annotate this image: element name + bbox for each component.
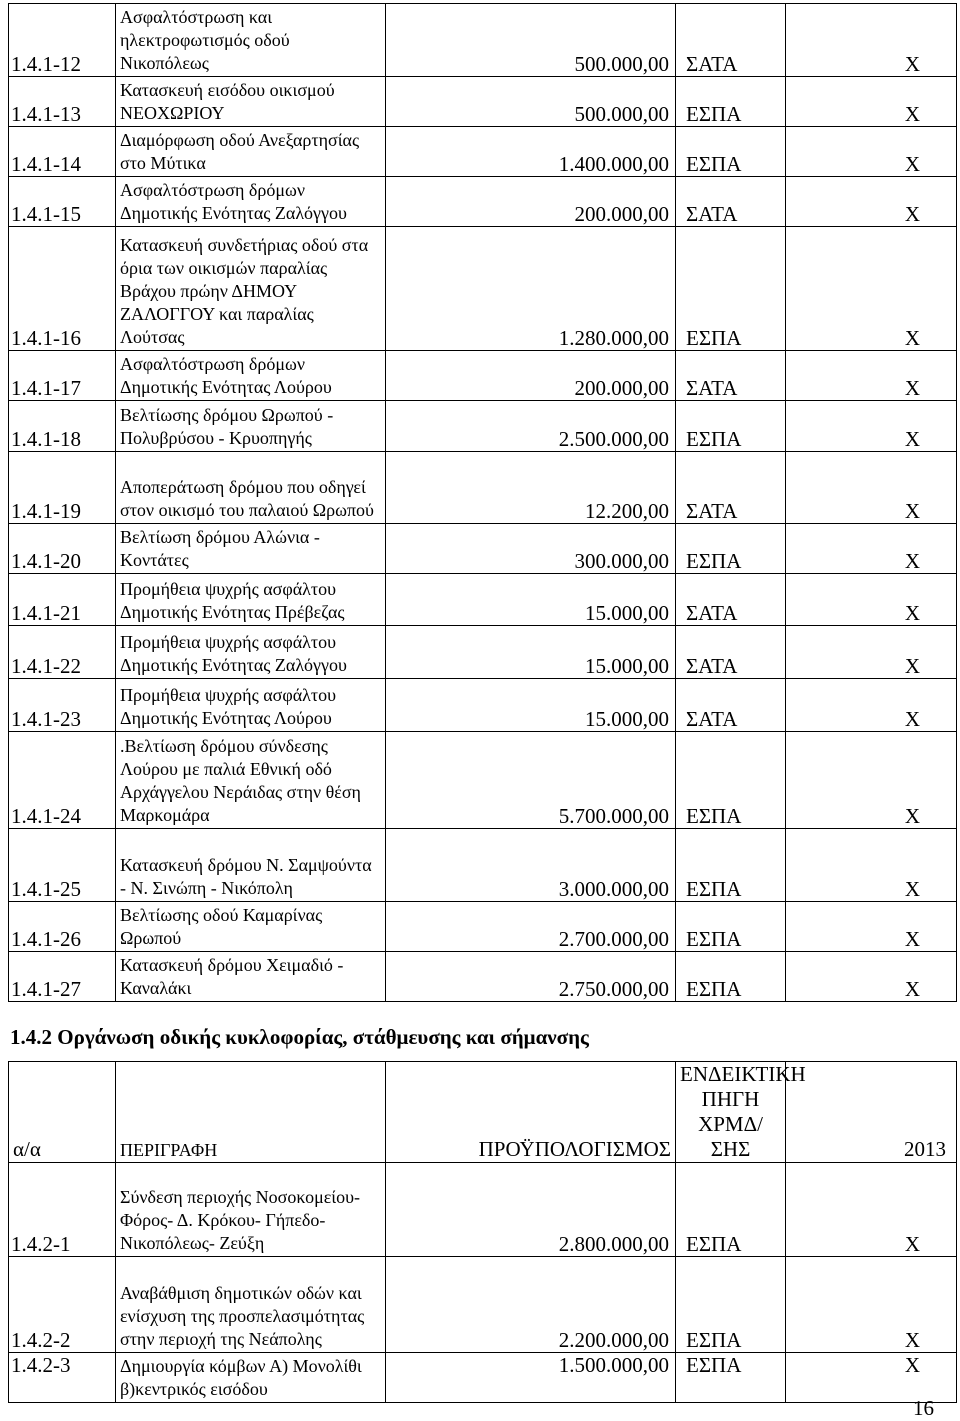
table-row (9, 4, 957, 77)
year-mark: Χ (786, 127, 957, 177)
funding-source: ΕΣΠΑ (676, 1163, 786, 1257)
projects-table-1-4-2 (8, 1061, 957, 1403)
project-description: Αποπεράτωση δρόμου που οδηγεί στον οικισμό του παλαιού Ωρωπού (116, 452, 386, 524)
project-code: 1.4.1-20 (9, 524, 116, 574)
project-description: Βελτίωσης οδού Καμαρίνας Ωρωπού (116, 902, 386, 952)
table-row (9, 732, 957, 829)
year-mark: Χ (786, 1163, 957, 1257)
funding-source: ΕΣΠΑ (676, 524, 786, 574)
project-amount: 1.280.000,00 (386, 227, 676, 351)
project-code: 1.4.1-22 (9, 626, 116, 679)
project-amount: 1.500.000,00 (386, 1353, 676, 1403)
project-code: 1.4.1-18 (9, 401, 116, 452)
table-row (9, 77, 957, 127)
table-row (9, 351, 957, 401)
project-code: 1.4.1-14 (9, 127, 116, 177)
project-description: Κατασκευή δρόμου Ν. Σαμψούντα - Ν. Σινώπη - Νικόπολη (116, 829, 386, 902)
project-code: 1.4.1-15 (9, 177, 116, 227)
project-amount: 200.000,00 (386, 177, 676, 227)
header-description: ΠΕΡΙΓΡΑΦΗ (116, 1062, 386, 1163)
table-row (9, 452, 957, 524)
table-row (9, 524, 957, 574)
project-amount: 2.200.000,00 (386, 1257, 676, 1353)
project-description: Προμήθεια ψυχρής ασφάλτου Δημοτικής Ενότητας Ζαλόγγου (116, 626, 386, 679)
year-mark: Χ (786, 351, 957, 401)
project-amount: 3.000.000,00 (386, 829, 676, 902)
project-amount: 200.000,00 (386, 351, 676, 401)
funding-source: ΕΣΠΑ (676, 902, 786, 952)
table-row (9, 1257, 957, 1353)
header-budget: ΠΡΟΫΠΟΛΟΓΙΣΜΟΣ (386, 1062, 676, 1163)
funding-source: ΕΣΠΑ (676, 952, 786, 1002)
project-amount: 300.000,00 (386, 524, 676, 574)
project-code: 1.4.1-19 (9, 452, 116, 524)
year-mark: Χ (786, 401, 957, 452)
project-code: 1.4.1-16 (9, 227, 116, 351)
project-code: 1.4.1-13 (9, 77, 116, 127)
year-mark: Χ (786, 452, 957, 524)
funding-source: ΣΑΤΑ (676, 4, 786, 77)
table-header-row (9, 1062, 957, 1163)
project-description: Κατασκευή συνδετήριας οδού στα όρια των οικισμών παραλίας Βράχου πρώην ΔΗΜΟΥ ΖΑΛΟΓΓΟΥ και παραλίας Λούτσας (116, 227, 386, 351)
funding-source: ΕΣΠΑ (676, 401, 786, 452)
year-mark: Χ (786, 1353, 957, 1403)
project-amount: 2.750.000,00 (386, 952, 676, 1002)
project-code: 1.4.1-17 (9, 351, 116, 401)
project-amount: 500.000,00 (386, 77, 676, 127)
project-amount: 1.400.000,00 (386, 127, 676, 177)
project-amount: 2.800.000,00 (386, 1163, 676, 1257)
project-description: Ασφαλτόστρωση και ηλεκτροφωτισμός οδού Νικοπόλεως (116, 4, 386, 77)
funding-source: ΣΑΤΑ (676, 679, 786, 732)
project-description: Δημιουργία κόμβων Α) Μονολίθι β)κεντρικός εισόδου (116, 1353, 386, 1403)
project-code: 1.4.1-12 (9, 4, 116, 77)
header-year: 2013 (786, 1062, 957, 1163)
project-description: Αναβάθμιση δημοτικών οδών και ενίσχυση της προσπελασιμότητας στην περιοχή της Νεάπολης (116, 1257, 386, 1353)
year-mark: Χ (786, 952, 957, 1002)
project-description: .Βελτίωση δρόμου σύνδεσης Λούρου με παλιά Εθνική οδό Αρχάγγελου Νεράιδας στην θέση Μαρκομάρα (116, 732, 386, 829)
project-code: 1.4.1-21 (9, 574, 116, 626)
table-row (9, 626, 957, 679)
year-mark: Χ (786, 77, 957, 127)
header-source: ΕΝΔΕΙΚΤΙΚΗ ΠΗΓΗ ΧΡΜΔ/ΣΗΣ (676, 1062, 786, 1163)
table-row (9, 902, 957, 952)
year-mark: Χ (786, 177, 957, 227)
funding-source: ΕΣΠΑ (676, 732, 786, 829)
year-mark: Χ (786, 227, 957, 351)
project-code: 1.4.1-26 (9, 902, 116, 952)
year-mark: Χ (786, 1257, 957, 1353)
project-amount: 5.700.000,00 (386, 732, 676, 829)
page-number: 16 (913, 1396, 934, 1420)
table-row (9, 1163, 957, 1257)
funding-source: ΕΣΠΑ (676, 127, 786, 177)
project-code: 1.4.1-24 (9, 732, 116, 829)
table-row (9, 1353, 957, 1403)
funding-source: ΣΑΤΑ (676, 351, 786, 401)
project-code: 1.4.2-3 (9, 1353, 116, 1403)
project-description: Ασφαλτόστρωση δρόμων Δημοτικής Ενότητας Λούρου (116, 351, 386, 401)
table-row (9, 401, 957, 452)
project-description: Προμήθεια ψυχρής ασφάλτου Δημοτικής Ενότητας Λούρου (116, 679, 386, 732)
project-code: 1.4.2-1 (9, 1163, 116, 1257)
project-amount: 15.000,00 (386, 626, 676, 679)
project-description: Κατασκευή δρόμου Χειμαδιό - Καναλάκι (116, 952, 386, 1002)
project-description: Βελτίωση δρόμου Αλώνια - Κοντάτες (116, 524, 386, 574)
year-mark: Χ (786, 524, 957, 574)
funding-source: ΕΣΠΑ (676, 1257, 786, 1353)
project-amount: 500.000,00 (386, 4, 676, 77)
year-mark: Χ (786, 626, 957, 679)
project-description: Κατασκευή εισόδου οικισμού ΝΕΟΧΩΡΙΟΥ (116, 77, 386, 127)
header-aa: α/α (9, 1062, 116, 1163)
project-amount: 15.000,00 (386, 679, 676, 732)
projects-table-1-4-1 (8, 3, 957, 1002)
year-mark: Χ (786, 829, 957, 902)
table-row (9, 177, 957, 227)
table-row (9, 574, 957, 626)
table-row (9, 127, 957, 177)
year-mark: Χ (786, 4, 957, 77)
funding-source: ΣΑΤΑ (676, 626, 786, 679)
table-row (9, 227, 957, 351)
funding-source: ΕΣΠΑ (676, 77, 786, 127)
project-code: 1.4.1-23 (9, 679, 116, 732)
funding-source: ΣΑΤΑ (676, 452, 786, 524)
year-mark: Χ (786, 902, 957, 952)
project-amount: 15.000,00 (386, 574, 676, 626)
project-amount: 2.700.000,00 (386, 902, 676, 952)
project-description: Σύνδεση περιοχής Νοσοκομείου- Φόρος- Δ. Κρόκου- Γήπεδο- Νικοπόλεως- Ζεύξη (116, 1163, 386, 1257)
year-mark: Χ (786, 574, 957, 626)
funding-source: ΕΣΠΑ (676, 829, 786, 902)
project-code: 1.4.1-27 (9, 952, 116, 1002)
year-mark: Χ (786, 732, 957, 829)
year-mark: Χ (786, 679, 957, 732)
table-row (9, 679, 957, 732)
project-description: Διαμόρφωση οδού Ανεξαρτησίας στο Μύτικα (116, 127, 386, 177)
funding-source: ΕΣΠΑ (676, 1353, 786, 1403)
project-description: Βελτίωσης δρόμου Ωρωπού - Πολυβρύσου - Κρυοπηγής (116, 401, 386, 452)
project-code: 1.4.1-25 (9, 829, 116, 902)
project-code: 1.4.2-2 (9, 1257, 116, 1353)
funding-source: ΣΑΤΑ (676, 177, 786, 227)
funding-source: ΕΣΠΑ (676, 227, 786, 351)
funding-source: ΣΑΤΑ (676, 574, 786, 626)
project-amount: 2.500.000,00 (386, 401, 676, 452)
table-row (9, 952, 957, 1002)
project-description: Ασφαλτόστρωση δρόμων Δημοτικής Ενότητας Ζαλόγγου (116, 177, 386, 227)
project-description: Προμήθεια ψυχρής ασφάλτου Δημοτικής Ενότητας Πρέβεζας (116, 574, 386, 626)
section-heading: 1.4.2 Οργάνωση οδικής κυκλοφορίας, στάθμευσης και σήμανσης (10, 1025, 589, 1049)
project-amount: 12.200,00 (386, 452, 676, 524)
table-row (9, 829, 957, 902)
